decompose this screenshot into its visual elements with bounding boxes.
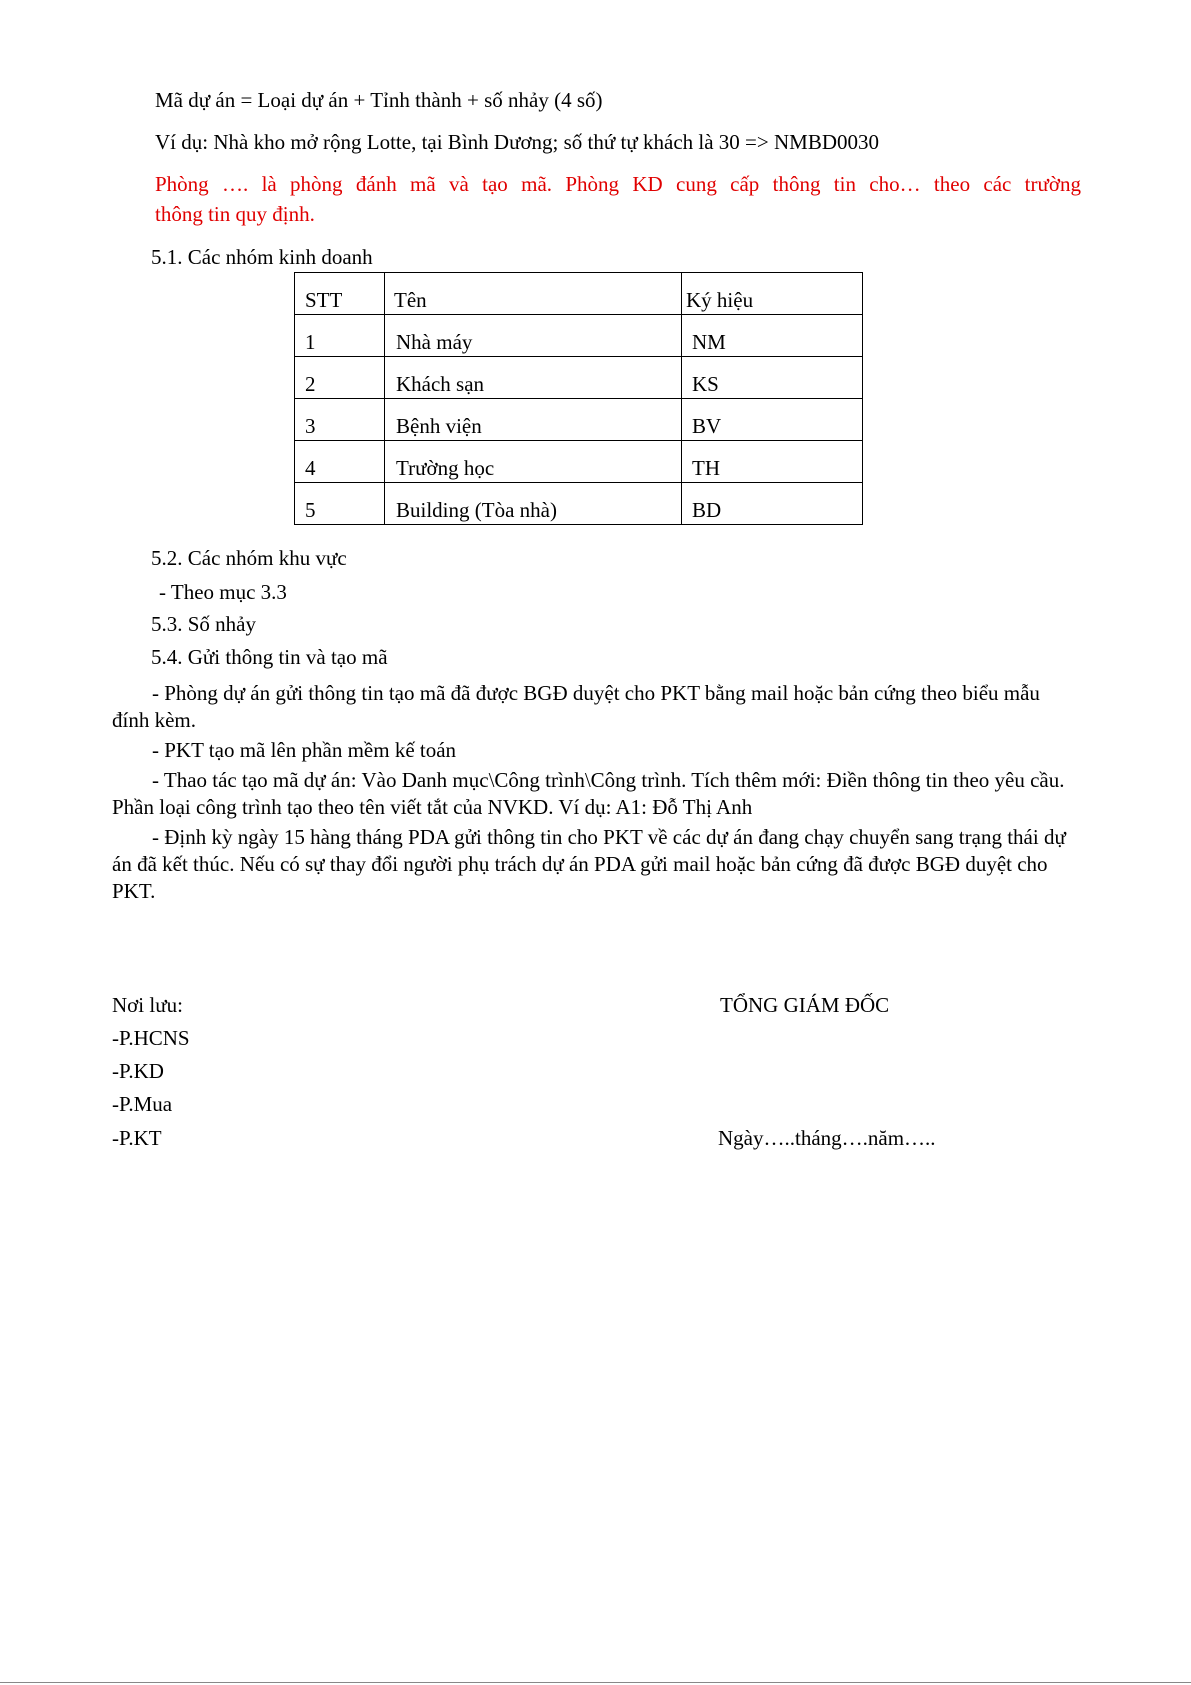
business-groups-table (294, 272, 863, 525)
paragraph: - Thao tác tạo mã dự án: Vào Danh mục\Công trình\Công trình. Tích thêm mới: Điền thông tin theo yêu cầu. Phần loại công trình tạo theo tên viết tắt của NVKD. Ví dụ: A1: Đỗ Thị Anh (112, 768, 1065, 819)
header-code: Ký hiệu (682, 273, 863, 315)
paragraph: - PKT tạo mã lên phần mềm kế toán (152, 738, 457, 762)
table-row: 1 Nhà máy NM (295, 315, 863, 357)
recipient-item: -P.KD (112, 1059, 164, 1083)
paragraph: - Phòng dự án gửi thông tin tạo mã đã được BGĐ duyệt cho PKT bằng mail hoặc bản cứng theo biểu mẫu đính kèm. (112, 681, 1040, 732)
recipient-item: -P.KT (112, 1126, 162, 1150)
signature-date: Ngày…..tháng….năm….. (718, 1126, 936, 1150)
recipient-item: -P.HCNS (112, 1026, 190, 1050)
table-row: 3 Bệnh viện BV (295, 399, 863, 441)
code-formula: Mã dự án = Loại dự án + Tỉnh thành + số nhảy (4 số) (155, 88, 603, 112)
code-example: Ví dụ: Nhà kho mở rộng Lotte, tại Bình Dương; số thứ tự khách là 30 => NMBD0030 (155, 130, 879, 154)
section-5-4-body (112, 680, 1072, 905)
recipient-item: -P.Mua (112, 1092, 173, 1116)
table-row: 5 Building (Tòa nhà) BD (295, 483, 863, 525)
section-5-1-heading: 5.1. Các nhóm kinh doanh (151, 245, 373, 269)
responsibility-note-line1: Phòng …. là phòng đánh mã và tạo mã. Phòng KD cung cấp thông tin cho… theo các trường (155, 172, 1081, 196)
section-5-2-heading: 5.2. Các nhóm khu vực (151, 546, 347, 570)
table-row: 2 Khách sạn KS (295, 357, 863, 399)
page-bottom-rule (0, 1682, 1191, 1683)
table-row: 4 Trường học TH (295, 441, 863, 483)
responsibility-note-line2: thông tin quy định. (155, 202, 315, 226)
section-5-4-heading: 5.4. Gửi thông tin và tạo mã (151, 645, 388, 669)
section-5-3-heading: 5.3. Số nhảy (151, 612, 256, 636)
signer-title: TỔNG GIÁM ĐỐC (720, 993, 890, 1017)
header-name: Tên (385, 273, 682, 315)
table-header-row (295, 273, 863, 315)
paragraph: - Định kỳ ngày 15 hàng tháng PDA gửi thông tin cho PKT về các dự án đang chạy chuyển sang trạng thái dự án đã kết thúc. Nếu có sự thay đổi người phụ trách dự án PDA gửi mail hoặc bản cứng đã được BGĐ duyệt cho PKT. (112, 825, 1066, 903)
recipients-label: Nơi lưu: (112, 993, 183, 1017)
header-stt: STT (295, 273, 385, 315)
section-5-2-item: - Theo mục 3.3 (159, 580, 287, 604)
